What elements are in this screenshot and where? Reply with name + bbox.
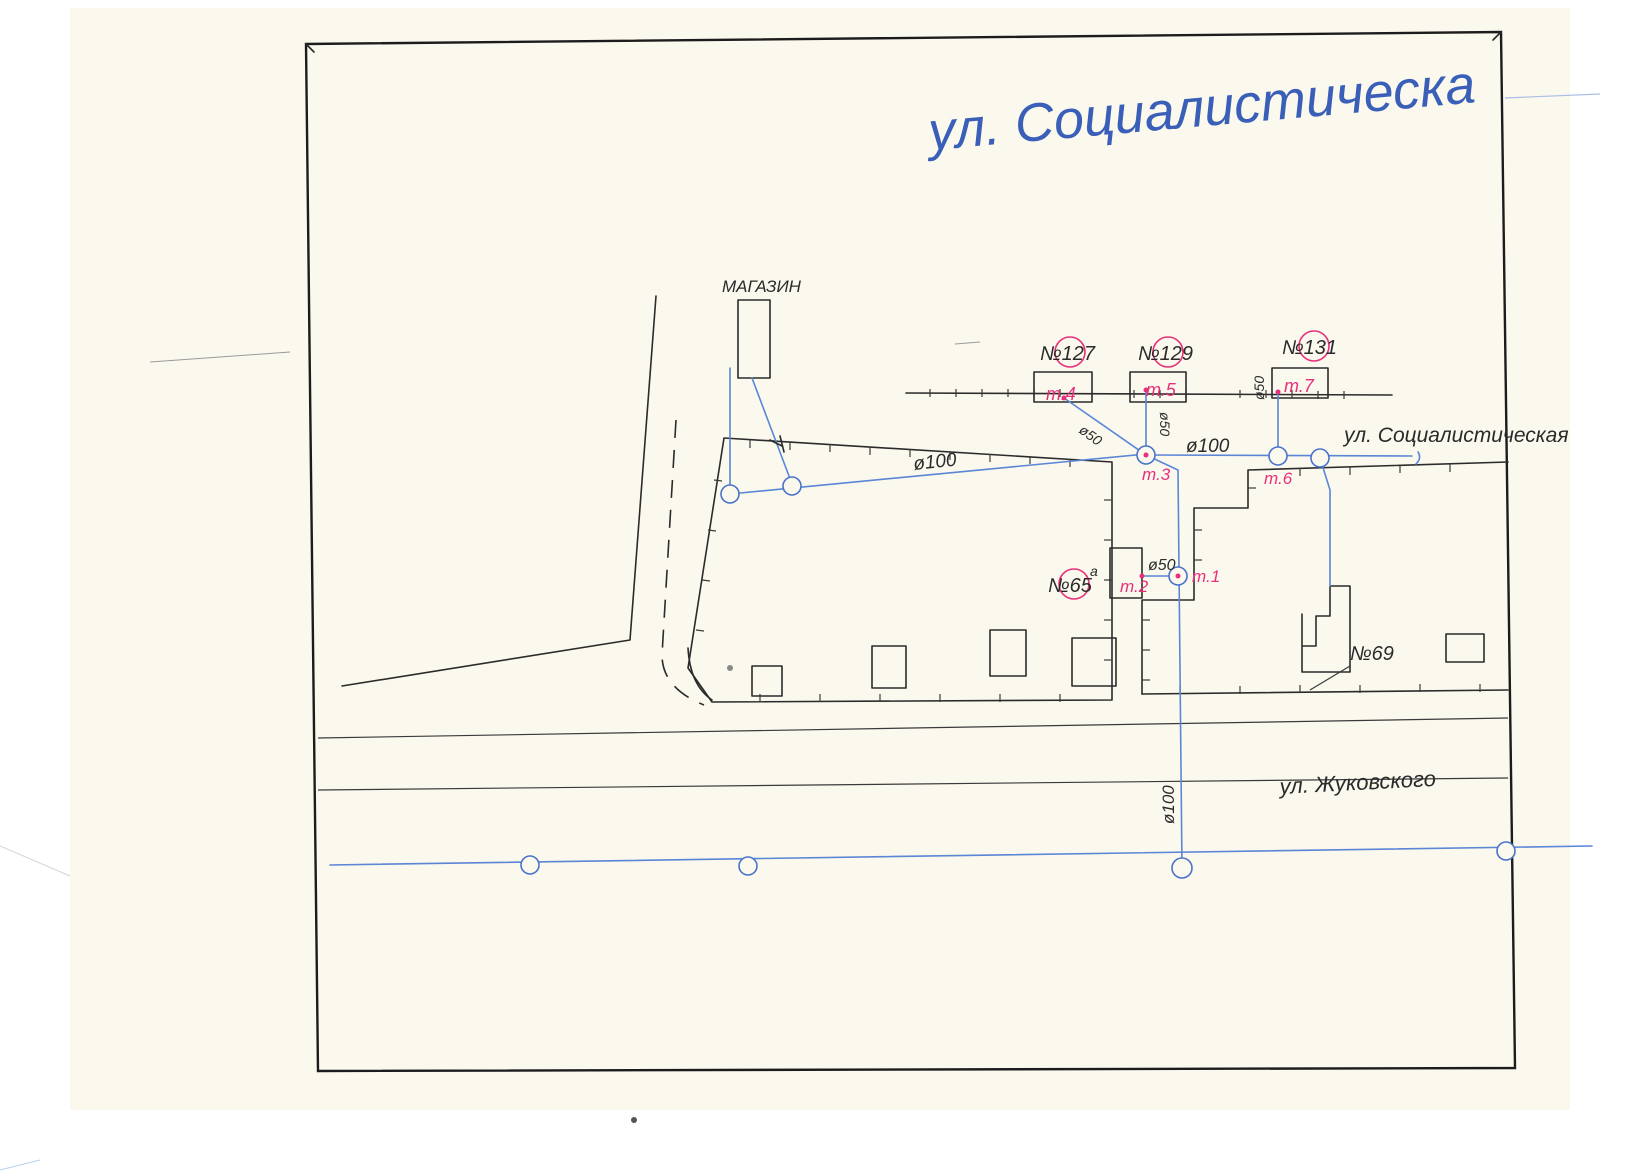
pencil-stroke <box>0 1160 40 1170</box>
well <box>721 485 739 503</box>
well <box>1497 842 1515 860</box>
well <box>521 856 539 874</box>
paper-sheet <box>70 8 1570 1110</box>
pipe-d50-t5-label: ø50 <box>1157 412 1173 437</box>
point-dot <box>1144 453 1149 458</box>
pipe-d50-t6-label: ø50 <box>1251 375 1267 400</box>
point-dot <box>1176 574 1181 579</box>
house-127-label: №127 <box>1040 343 1096 365</box>
pipe-d50-t1-label: ø50 <box>1148 557 1176 574</box>
well-t6 <box>1269 447 1287 465</box>
well <box>739 857 757 875</box>
point-t4-label: т.4 <box>1046 384 1076 404</box>
well <box>1311 449 1329 467</box>
house-129-label: №129 <box>1138 343 1194 365</box>
heading-street-label: ул. Социалистическа <box>925 54 1478 162</box>
pipe-d100-left-label: ø100 <box>912 449 958 475</box>
street-socialist-label: ул. Социалистическая <box>1344 424 1569 447</box>
point-t7-label: т.7 <box>1284 376 1314 396</box>
pipe-d100-mid-label: ø100 <box>1186 436 1230 457</box>
house-65a-label: №65 <box>1048 575 1092 597</box>
point-t3-label: т.3 <box>1142 465 1171 484</box>
pencil-stroke <box>0 846 70 876</box>
point-t1-label: т.1 <box>1192 567 1221 586</box>
point-t2-label: т.2 <box>1120 577 1149 596</box>
house-131-label: №131 <box>1282 337 1338 359</box>
pipe-d50-t4-label: ø50 <box>1076 421 1106 449</box>
ink-smudge <box>631 1117 637 1123</box>
shop-label: МАГАЗИН <box>722 277 801 296</box>
ink-smudge <box>727 665 733 671</box>
point-t6-label: т.6 <box>1264 469 1293 488</box>
well <box>783 477 801 495</box>
pipe-d100-vertical-label: ø100 <box>1159 785 1178 824</box>
point-dot <box>1276 390 1281 395</box>
street-zhukovsky-label: ул. Жуковского <box>1278 765 1437 799</box>
house-65a-suffix: а <box>1090 563 1098 579</box>
point-t5-label: т.5 <box>1146 380 1176 400</box>
well <box>1172 858 1192 878</box>
house-69-label: №69 <box>1350 643 1394 665</box>
